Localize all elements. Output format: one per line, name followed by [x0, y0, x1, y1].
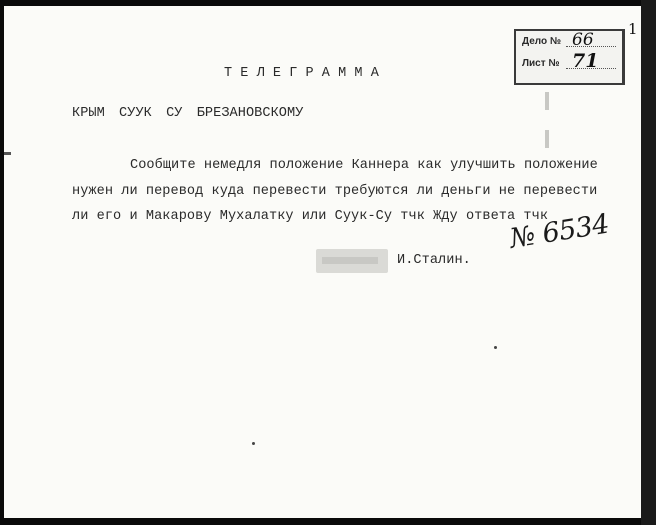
body-line-3: ли его и Макарову Мухалатку или Суук-Су тчк Жду ответа тчк — [72, 209, 549, 224]
document-sheet — [4, 6, 648, 518]
edge-mark — [4, 152, 11, 155]
faint-stamp-mark — [316, 249, 388, 273]
faint-mark — [545, 92, 549, 110]
ink-speck — [494, 346, 497, 349]
body-line-1: Сообщите немедля положение Каннера как улучшить положение — [130, 158, 598, 173]
body-line-2: нужен ли перевод куда перевести требуются ли деньги не перевести — [72, 184, 598, 199]
telegram-title: ТЕЛЕГРАММА — [224, 66, 388, 81]
stamp-delo-row — [522, 30, 594, 56]
stamp-delo-label: Дело № — [522, 36, 562, 47]
stamp-list-row — [522, 50, 599, 78]
archive-stamp — [514, 29, 625, 85]
stamp-delo-value: 66 — [572, 30, 594, 50]
faint-mark — [545, 130, 549, 148]
telegram-address: КРЫМ СУУК СУ БРЕЗАНОВСКОМУ — [72, 106, 304, 121]
scan-border — [641, 0, 656, 525]
stamp-list-value: 71 — [572, 50, 599, 72]
handwritten-registration-number: № 6534 — [507, 208, 612, 255]
page-number: 1 — [628, 20, 638, 38]
signature: И.Сталин. — [397, 253, 471, 268]
ink-speck — [252, 442, 255, 445]
stamp-list-label: Лист № — [522, 58, 560, 69]
